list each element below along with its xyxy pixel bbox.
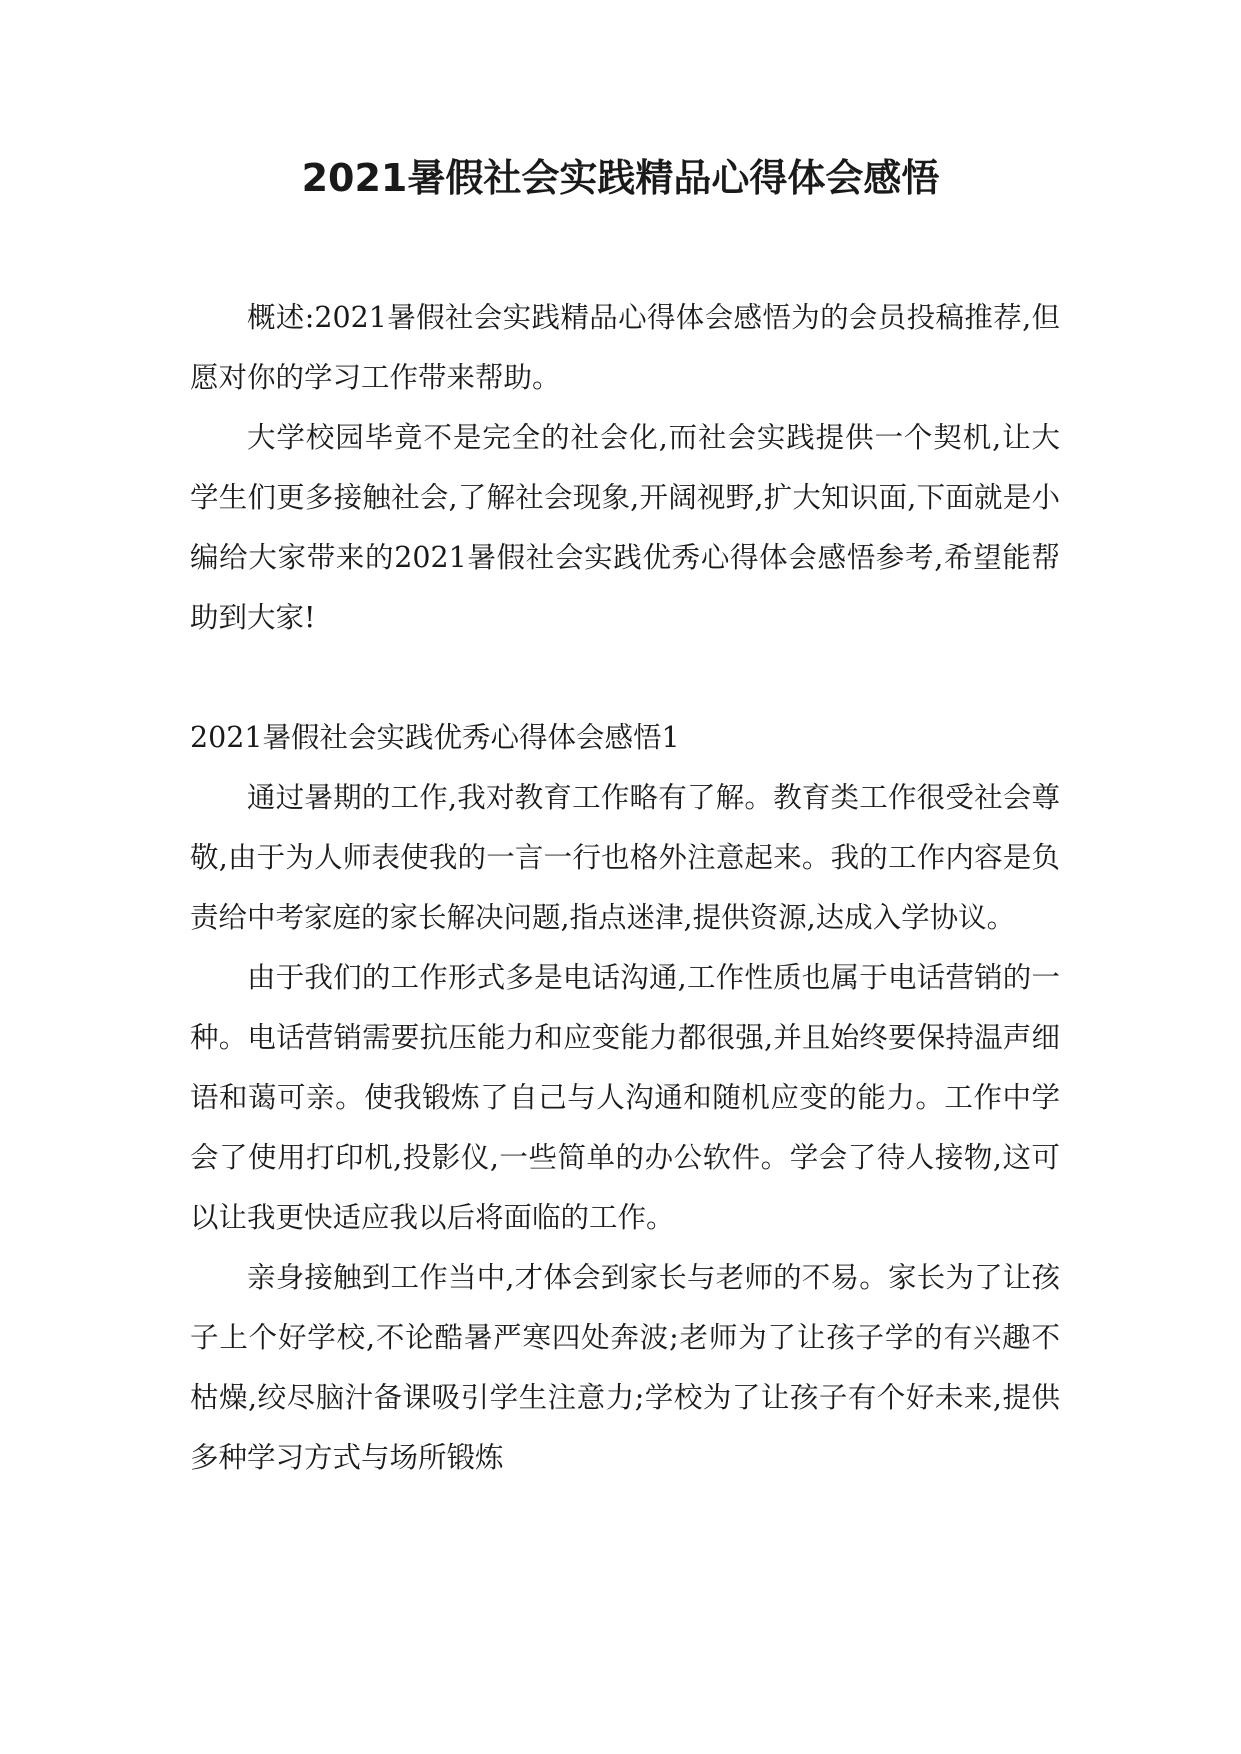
- section-paragraph-1: 通过暑期的工作,我对教育工作略有了解。教育类工作很受社会尊敬,由于为人师表使我的一言一行也格外注意起来。我的工作内容是负责给中考家庭的家长解决问题,指点迷津,提供资源,达成入学协议。: [190, 781, 1060, 934]
- intro-paragraph-summary: 概述:2021暑假社会实践精品心得体会感悟为的会员投稿推荐,但愿对你的学习工作带来帮助。: [190, 301, 1060, 394]
- section-paragraph-3: 亲身接触到工作当中,才体会到家长与老师的不易。家长为了让孩子上个好学校,不论酷暑严寒四处奔波;老师为了让孩子学的有兴趣不枯燥,绞尽脑汁备课吸引学生注意力;学校为了让孩子有个好未来,提供多种学习方式与场所锻炼: [190, 1261, 1060, 1474]
- document-body: [190, 288, 1060, 1488]
- section-heading: 2021暑假社会实践优秀心得体会感悟1: [190, 721, 680, 754]
- document-title: 2021暑假社会实践精品心得体会感悟: [301, 156, 940, 200]
- intro-paragraph-background: 大学校园毕竟不是完全的社会化,而社会实践提供一个契机,让大学生们更多接触社会,了解社会现象,开阔视野,扩大知识面,下面就是小编给大家带来的2021暑假社会实践优秀心得体会感悟参考,希望能帮助到大家!: [190, 421, 1060, 634]
- section-paragraph-2: 由于我们的工作形式多是电话沟通,工作性质也属于电话营销的一种。电话营销需要抗压能力和应变能力都很强,并且始终要保持温声细语和蔼可亲。使我锻炼了自己与人沟通和随机应变的能力。工作中学会了使用打印机,投影仪,一些简单的办公软件。学会了待人接物,这可以让我更快适应我以后将面临的工作。: [190, 961, 1060, 1234]
